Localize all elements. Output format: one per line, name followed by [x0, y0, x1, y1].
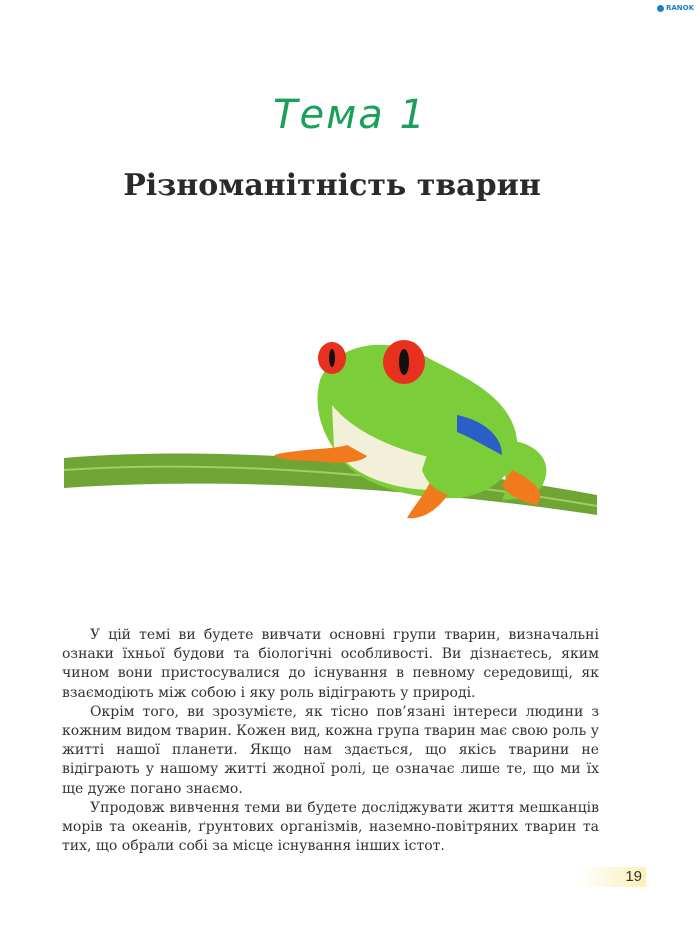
- intro-text: [62, 626, 599, 856]
- frog-eye-left: [318, 342, 346, 374]
- frog-on-leaf-illustration: [62, 320, 602, 530]
- publisher-logo: [657, 4, 694, 12]
- topic-label: Тема 1: [273, 92, 427, 138]
- frog-eye-right: [383, 340, 425, 384]
- page-title: Різноманітність тварин: [123, 168, 541, 203]
- page-number: 19: [578, 867, 646, 887]
- intro-paragraph-3: Упродовж вивчення теми ви будете досліджувати життя мешканців морів та океанів, ґрунтових організмів, наземно-повітряних тварин та тих, що обрали собі за місце існування інших істот.: [62, 799, 599, 855]
- intro-paragraph-1: У цій темі ви будете вивчати основні групи тварин, визначальні ознаки їхньої будови та біологічні особливості. Ви дізнаєтесь, яким чином вони пристосувалися до існування в певному середовищі, як взаємодіють між собою і яку роль відіграють у природі.: [62, 627, 599, 701]
- publisher-logo-text: RANOK: [665, 4, 694, 12]
- intro-paragraph-2: Окрім того, ви зрозумієте, як тісно пов’язані інтереси людини з кожним видом тварин. Кожен вид, кожна група тварин має свою роль у житті нашої планети. Якщо нам здається, що якісь тварини не відіграють у нашому житті жодної ролі, це означає лише те, що ми їх ще дуже погано знаємо.: [62, 703, 599, 797]
- publisher-logo-icon: [657, 5, 664, 12]
